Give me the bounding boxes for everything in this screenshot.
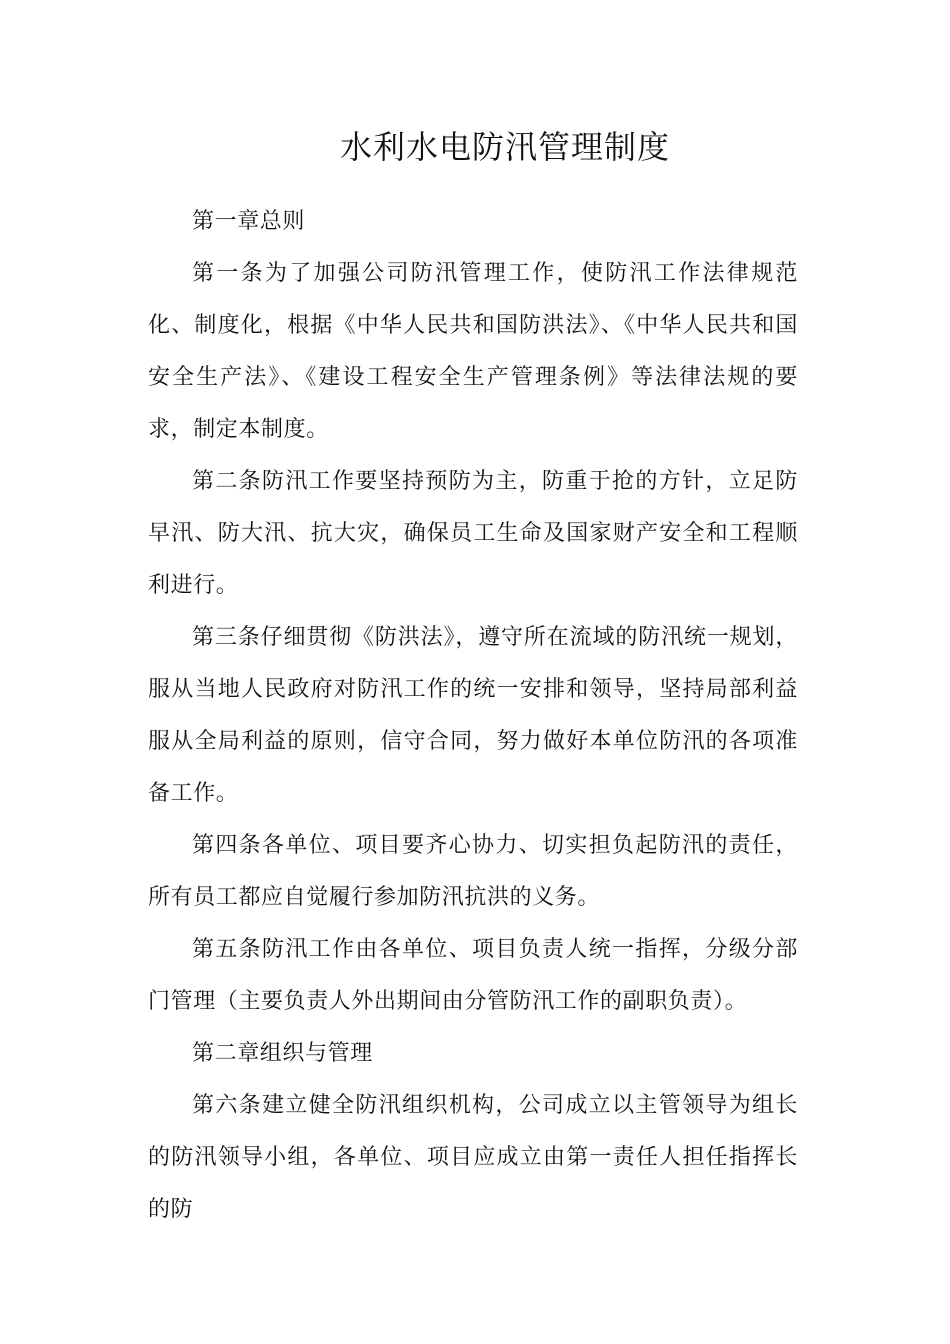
article-1: 第一条为了加强公司防汛管理工作，使防汛工作法律规范化、制度化，根据《中华人民共和国防洪法》、《中华人民共和国安全生产法》、《建设工程安全生产管理条例》等法律法规的要求，制定本制度。	[148, 261, 798, 442]
article-4: 第四条各单位、项目要齐心协力、切实担负起防汛的责任，所有员工都应自觉履行参加防汛抗洪的义务。	[148, 833, 798, 910]
article-5: 第五条防汛工作由各单位、项目负责人统一指挥，分级分部门管理（主要负责人外出期间由分管防汛工作的副职负责）。	[148, 937, 798, 1014]
chapter-heading-1: 第一章总则	[192, 209, 306, 234]
article-3: 第三条仔细贯彻《防洪法》，遵守所在流域的防汛统一规划，服从当地人民政府对防汛工作的统一安排和领导，坚持局部利益服从全局利益的原则，信守合同，努力做好本单位防汛的各项准备工作。	[148, 625, 798, 806]
document-body	[148, 196, 798, 1236]
chapter-heading-2: 第二章组织与管理	[192, 1041, 373, 1066]
article-2: 第二条防汛工作要坚持预防为主，防重于抢的方针，立足防早汛、防大汛、抗大灾，确保员工生命及国家财产安全和工程顺利进行。	[148, 469, 798, 598]
article-6: 第六条建立健全防汛组织机构，公司成立以主管领导为组长的防汛领导小组，各单位、项目应成立由第一责任人担任指挥长的防	[148, 1093, 798, 1222]
document-title: 水利水电防汛管理制度	[339, 128, 670, 166]
